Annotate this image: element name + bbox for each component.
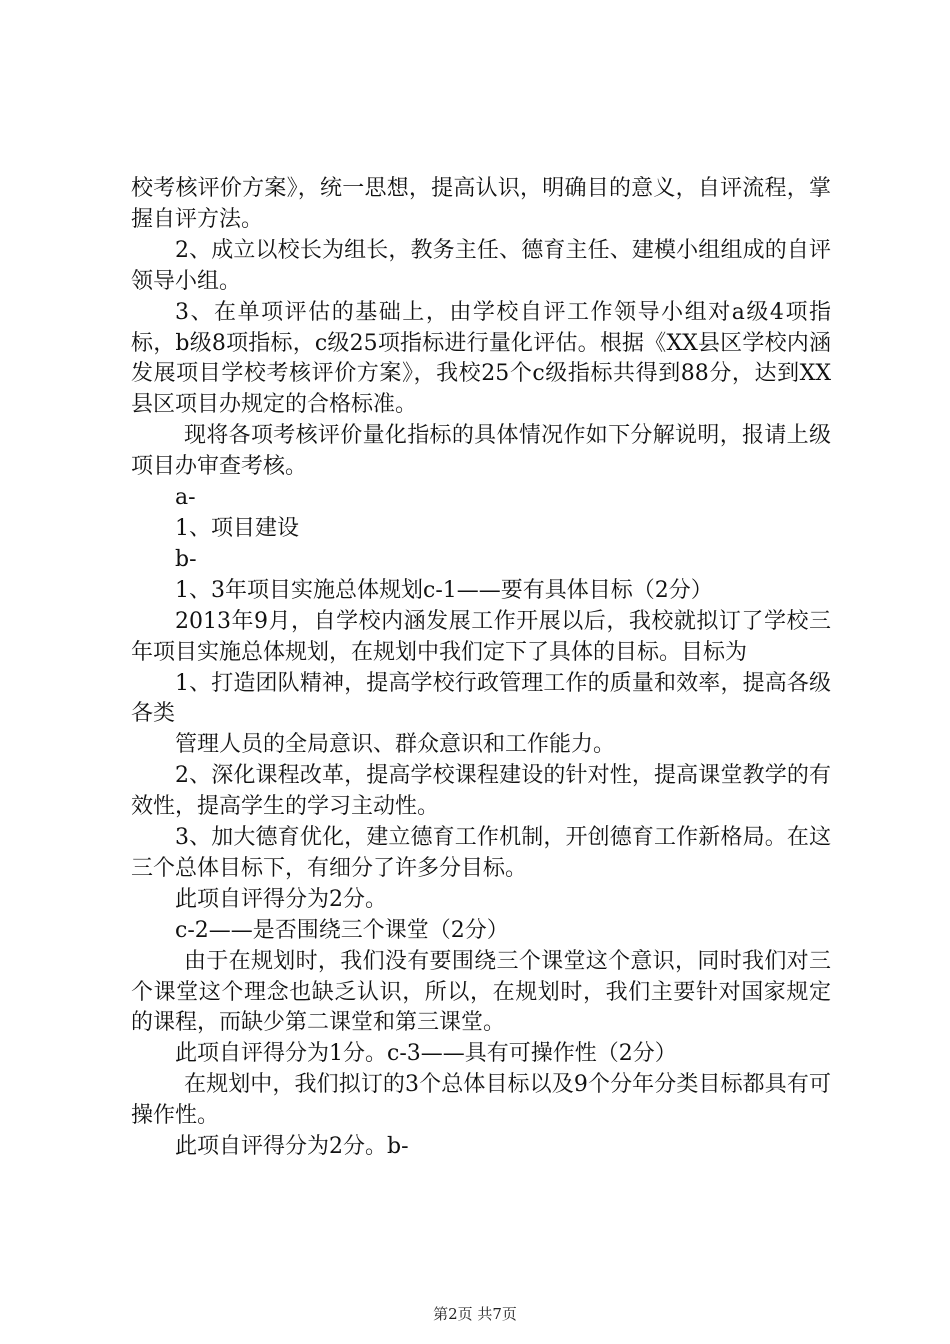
page-number-footer: 第2页 共7页 xyxy=(433,1305,517,1323)
paragraph-17: 此项自评得分为1分。c-3——具有可操作性（2分） xyxy=(175,1041,677,1067)
paragraph-8: 1、3年项目实施总体规划c-1——要有具体目标（2分） xyxy=(175,577,713,603)
paragraph-7: b- xyxy=(175,546,197,572)
paragraph-11: 管理人员的全局意识、群众意识和工作能力。 xyxy=(175,732,616,758)
paragraph-18: 在规划中，我们拟订的3个总体目标以及9个分年分类目标都具有可操作性。 xyxy=(131,1072,831,1129)
paragraph-15: c-2——是否围绕三个课堂（2分） xyxy=(175,917,509,943)
document-body xyxy=(131,174,831,1163)
paragraph-12: 2、深化课程改革，提高学校课程建设的针对性，提高课堂教学的有效性，提高学生的学习主动性。 xyxy=(131,763,831,820)
paragraph-10: 1、打造团队精神，提高学校行政管理工作的质量和效率，提高各级各类 xyxy=(131,670,831,727)
paragraph-13: 3、加大德育优化，建立德育工作机制，开创德育工作新格局。在这三个总体目标下，有细分了许多分目标。 xyxy=(131,825,831,881)
paragraph-9: 2013年9月，自学校内涵发展工作开展以后，我校就拟订了学校三年项目实施总体规划，在规划中我们定下了具体的目标。目标为 xyxy=(131,608,831,665)
paragraph-6: 1、项目建设 xyxy=(175,515,299,541)
paragraph-1: 校考核评价方案》，统一思想，提高认识，明确目的意义，自评流程，掌握自评方法。 xyxy=(131,176,831,232)
paragraph-3: 3、在单项评估的基础上，由学校自评工作领导小组对a级4项指标，b级8项指标，c级25项指标进行量化评估。根据《XX县区学校内涵发展项目学校考核评价方案》，我校25个c级指标共得到88分，达到XX县区项目办规定的合格标准。 xyxy=(131,299,831,418)
paragraph-16: 由于在规划时，我们没有要围绕三个课堂这个意识，同时我们对三个课堂这个理念也缺乏认识，所以，在规划时，我们主要针对国家规定的课程，而缺少第二课堂和第三课堂。 xyxy=(131,948,831,1036)
paragraph-2: 2、成立以校长为组长，教务主任、德育主任、建模小组组成的自评领导小组。 xyxy=(131,237,831,294)
paragraph-19: 此项自评得分为2分。b- xyxy=(175,1134,409,1160)
paragraph-14: 此项自评得分为2分。 xyxy=(175,886,387,912)
paragraph-4: 现将各项考核评价量化指标的具体情况作如下分解说明，报请上级项目办审查考核。 xyxy=(131,423,831,480)
paragraph-5: a- xyxy=(175,485,196,511)
